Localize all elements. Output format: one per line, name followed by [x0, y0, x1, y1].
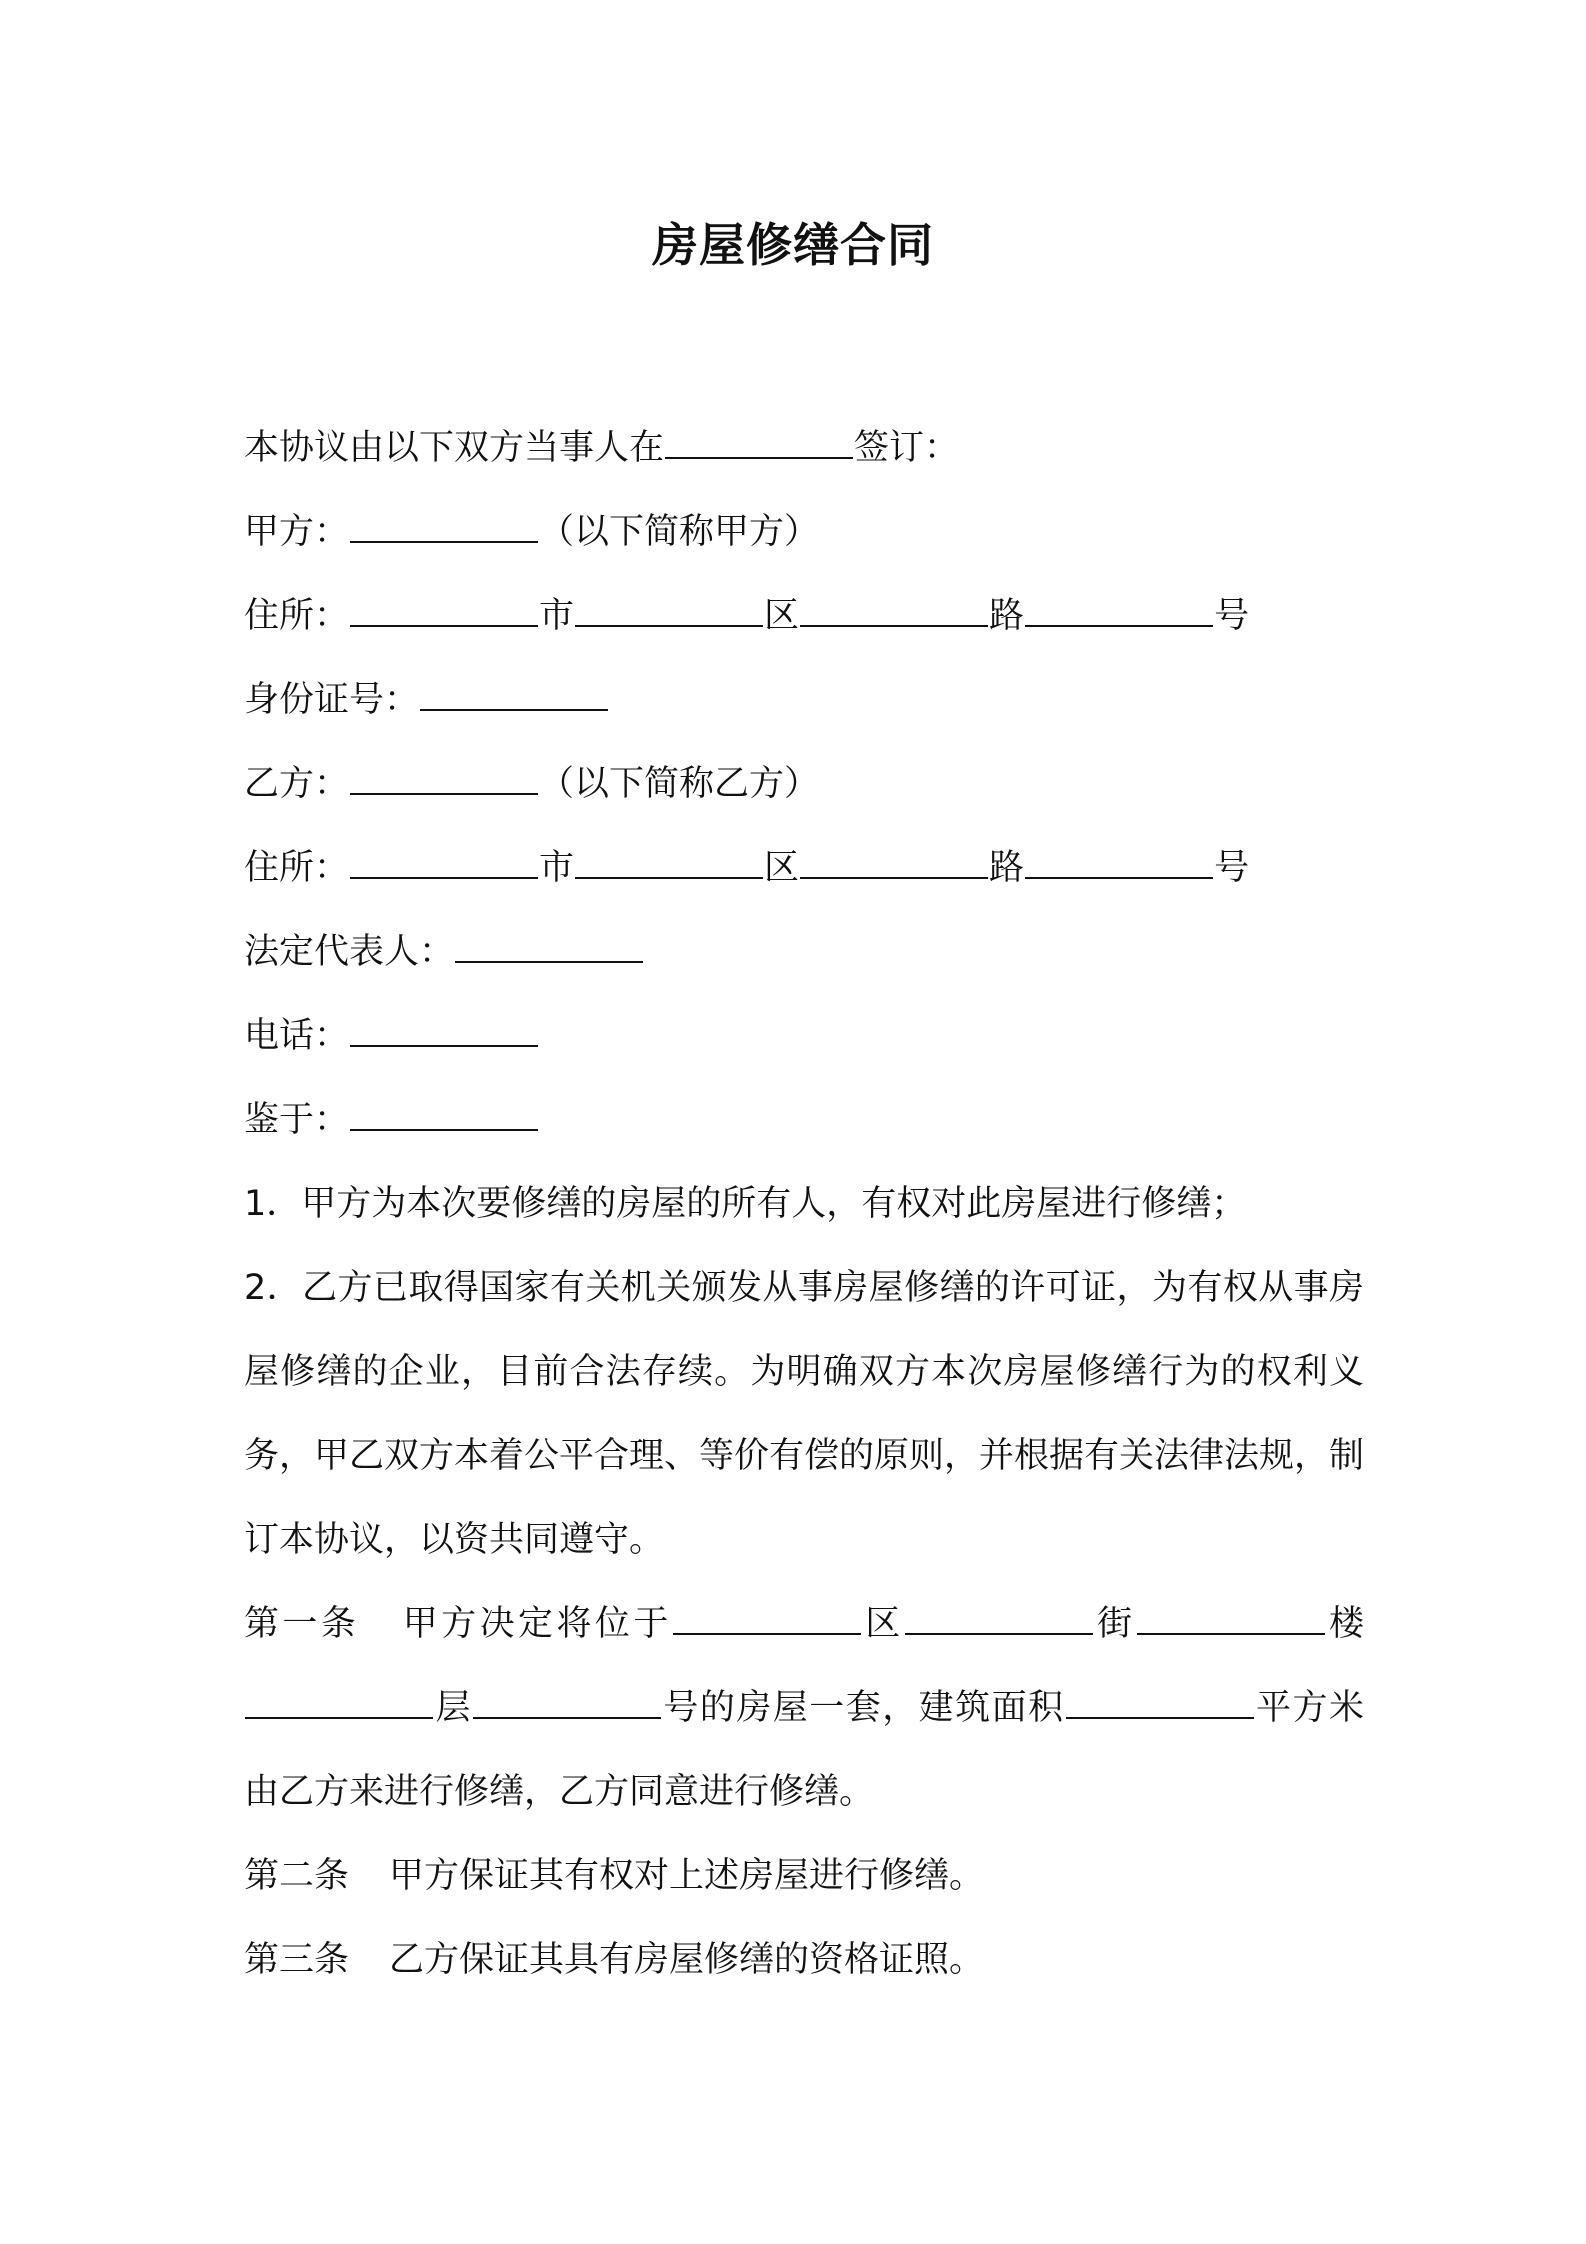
a1-district-blank: [673, 1603, 861, 1635]
city-label: 市: [539, 596, 575, 636]
a1-area-blank: [1066, 1687, 1254, 1719]
road-label: 路: [989, 596, 1025, 636]
intro-suffix: 签订：: [854, 428, 960, 468]
article-3-label: 第三条: [244, 1940, 350, 1980]
recital-2: 2．乙方已取得国家有关机关颁发从事房屋修缮的许可证，为有权从事房屋修缮的企业，目前合法存续。为明确双方本次房屋修缮行为的权利义务，甲乙双方本着公平合理、等价有偿的原则，并根据有关法律法规，制订本协议，以资共同遵守。: [244, 1268, 1365, 1560]
sign-place-blank: [665, 427, 853, 459]
a1-floor-label: 层: [434, 1688, 472, 1728]
road-label: 路: [989, 848, 1025, 888]
number-blank: [1025, 847, 1213, 879]
party-a-line: [244, 490, 1364, 574]
party-b-line: [244, 742, 1364, 826]
number-label: 号: [1214, 848, 1250, 888]
id-line: [244, 658, 1364, 742]
road-blank: [800, 847, 988, 879]
address-label: 住所：: [244, 848, 350, 888]
number-label: 号: [1214, 596, 1250, 636]
article-1-prefix: 甲方决定将位于: [399, 1604, 672, 1644]
district-label: 区: [764, 848, 800, 888]
city-label: 市: [539, 848, 575, 888]
phone-line: [244, 994, 1364, 1078]
phone-blank: [350, 1015, 538, 1047]
whereas-label: 鉴于：: [244, 1100, 350, 1140]
party-a-label: 甲方：: [244, 512, 350, 552]
district-blank: [575, 847, 763, 879]
a1-rest: 米由乙方来进行修缮，乙方同意进行修缮。: [244, 1688, 1364, 1812]
city-blank: [350, 847, 538, 879]
article-2-text: 甲方保证其有权对上述房屋进行修缮。: [389, 1856, 985, 1896]
document-body: [244, 406, 1364, 2002]
a1-building-label: 楼: [1325, 1604, 1364, 1644]
article-3-text: 乙方保证其具有房屋修缮的资格证照。: [389, 1940, 985, 1980]
legal-rep-blank: [455, 931, 643, 963]
a1-number-label: 号的房屋一套，建筑面积: [661, 1688, 1065, 1728]
recital-1: 1．甲方为本次要修缮的房屋的所有人，有权对此房屋进行修缮；: [244, 1184, 1247, 1224]
article-2-label: 第二条: [244, 1856, 350, 1896]
id-blank: [420, 679, 608, 711]
document-title: 房屋修缮合同: [652, 218, 934, 272]
party-b-address-line: [244, 826, 1364, 910]
party-a-address-line: [244, 574, 1364, 658]
a1-district-label: 区: [861, 1604, 904, 1644]
article-3: [244, 1918, 1364, 2002]
legal-rep-line: [244, 910, 1364, 994]
district-label: 区: [764, 596, 800, 636]
road-blank: [800, 595, 988, 627]
intro-prefix: 本协议由以下双方当事人在: [244, 428, 665, 468]
a1-street-label: 街: [1093, 1604, 1136, 1644]
a1-area-label: 平方: [1254, 1688, 1329, 1728]
article-1-label: 第一条: [244, 1604, 360, 1644]
article-2: [244, 1834, 1364, 1918]
party-b-label: 乙方：: [244, 764, 350, 804]
number-blank: [1025, 595, 1213, 627]
party-b-note: （以下简称乙方）: [539, 764, 820, 804]
party-b-blank: [350, 763, 538, 795]
party-a-blank: [350, 511, 538, 543]
whereas-line: [244, 1078, 1364, 1162]
whereas-blank: [350, 1099, 538, 1131]
id-label: 身份证号：: [244, 680, 420, 720]
a1-street-blank: [905, 1603, 1093, 1635]
city-blank: [350, 595, 538, 627]
a1-number-blank: [473, 1687, 661, 1719]
address-label: 住所：: [244, 596, 350, 636]
intro-line: [244, 406, 1364, 490]
article-1: [244, 1582, 1364, 1834]
a1-floor-blank: [245, 1687, 433, 1719]
district-blank: [575, 595, 763, 627]
party-a-note: （以下简称甲方）: [539, 512, 820, 552]
phone-label: 电话：: [244, 1016, 350, 1056]
a1-building-blank: [1137, 1603, 1325, 1635]
legal-rep-label: 法定代表人：: [244, 932, 455, 972]
